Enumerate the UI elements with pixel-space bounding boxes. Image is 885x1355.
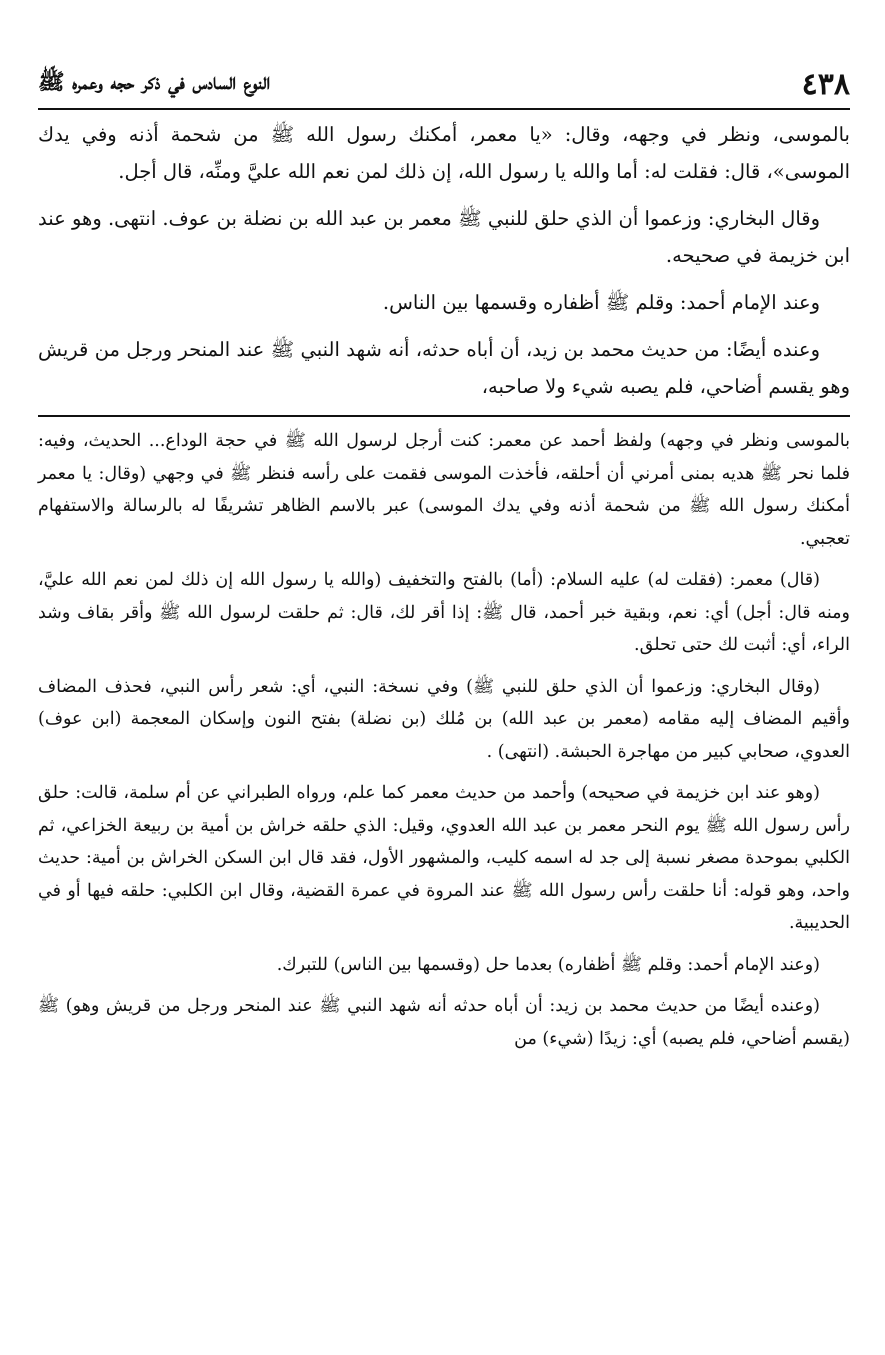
- page-number: ٤٣٨: [801, 66, 850, 102]
- commentary: [38, 425, 850, 1055]
- commentary-paragraph: (وعنده أيضًا من حديث محمد بن زيد: أن أباه حدثه أنه شهد النبي ﷺ عند المنحر ورجل من قريش وهو) ﷺ (يقسم أضاحي، فلم يصبه) أي: زيدًا (شيء) من: [38, 996, 850, 1049]
- main-paragraph: وعنده أيضًا: من حديث محمد بن زيد، أن أباه حدثه، أنه شهد النبي ﷺ عند المنحر ورجل من قريش وهو يقسم أضاحي، فلم يصبه شيء ولا صاحبه،: [38, 338, 850, 398]
- commentary-paragraph: (وهو عند ابن خزيمة في صحيحه) وأحمد من حديث معمر كما علم، ورواه الطبراني عن أم سلمة، قالت: حلق رأس رسول الله ﷺ يوم النحر معمر بن عبد الله العدوي، وقيل: الذي حلقه خراش بن أمية بن ربيعة الخزاعي، ثم الكلبي بموحدة مصغر نسبة إلى جد له اسمه كليب، والمشهور الأول، فقد قال ابن السكن الخراش بن أمية: حديث واحد، وهو قوله: أنا حلقت رأس رسول الله ﷺ عند المروة في عمرة القضية، وقال ابن الكلبي: حلقه فيها أو في الحديبية.: [38, 783, 850, 933]
- main-paragraph: بالموسى، ونظر في وجهه، وقال: «يا معمر، أمكنك رسول الله ﷺ من شحمة أذنه وفي يدك الموسى»، قال: فقلت له: أما والله يا رسول الله، إن ذلك لمن نعم الله عليَّ ومنِّه، قال أجل.: [38, 123, 850, 183]
- commentary-paragraph: (وقال البخاري: وزعموا أن الذي حلق للنبي ﷺ) وفي نسخة: النبي، أي: شعر رأس النبي، فحذف المضاف وأقيم المضاف إليه مقامه (معمر بن عبد الله) بن مُلك (بن نضلة) بفتح النون وإسكان المعجمة (ابن عوف) العدوي، صحابي كبير من مهاجرة الحبشة. (انتهى) .: [38, 676, 850, 762]
- commentary-paragraph: (وعند الإمام أحمد: وقلم ﷺ أظفاره) بعدما حل (وقسمها بين الناس) للتبرك.: [276, 954, 820, 975]
- header-rule: [38, 108, 850, 110]
- main-text: [38, 116, 850, 405]
- running-title: النوع السادس في ذكر حجه وعمره ﷺ: [38, 69, 271, 95]
- book-page: [38, 62, 850, 1342]
- commentary-paragraph: بالموسى ونظر في وجهه) ولفظ أحمد عن معمر: كنت أرجل لرسول الله ﷺ في حجة الوداع... الحديث، وفيه: فلما نحر ﷺ هديه بمنى أمرني أن أحلقه، فأخذت الموسى فقمت على رأسه فنظر ﷺ في وجهي (وقال: يا معمر أمكنك رسول الله ﷺ من شحمة أذنه وفي يدك الموسى) عبر بالاسم الظاهر تشريفًا له بالرسالة والاستفهام تعجبي.: [38, 431, 850, 549]
- main-paragraph: وقال البخاري: وزعموا أن الذي حلق للنبي ﷺ معمر بن عبد الله بن نضلة بن عوف. انتهى. وهو عند ابن خزيمة في صحيحه.: [38, 207, 850, 267]
- page-header: [38, 62, 850, 106]
- footnote-divider: [38, 415, 850, 417]
- commentary-paragraph: (قال) معمر: (فقلت له) عليه السلام: (أما) بالفتح والتخفيف (والله يا رسول الله إن ذلك لمن نعم الله عليَّ، ومنه قال: أجل) أي: نعم، وبقية خبر أحمد، قال ﷺ: إذا أقر لك، قال: ثم حلقت لرسول الله ﷺ وأقر بقاف وشد الراء، أي: أثبت لك حتى تحلق.: [38, 570, 850, 655]
- main-paragraph: وعند الإمام أحمد: وقلم ﷺ أظفاره وقسمها بين الناس.: [382, 291, 820, 314]
